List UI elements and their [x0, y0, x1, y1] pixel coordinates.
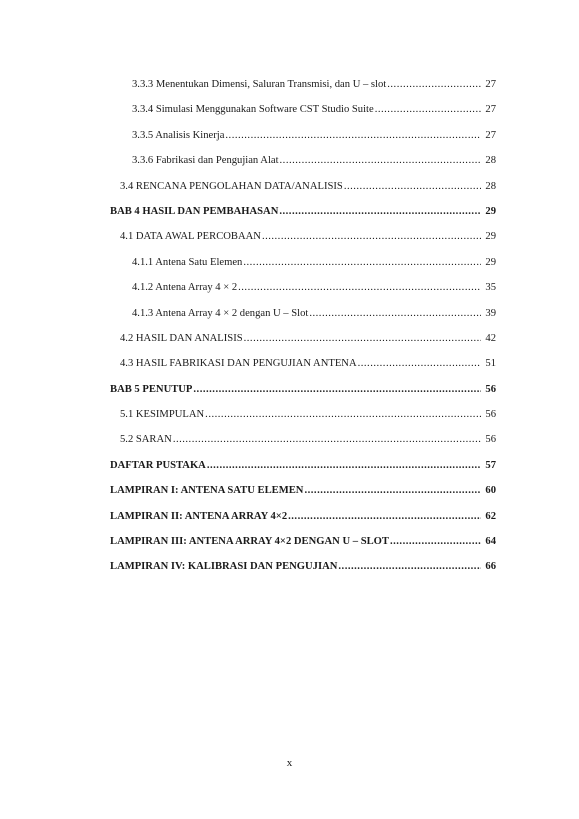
toc-entry-page: 27	[485, 104, 496, 116]
toc-entry-page: 64	[485, 536, 496, 548]
toc-entry	[110, 275, 496, 300]
toc-leader-dots	[205, 402, 481, 427]
toc-entry	[110, 301, 496, 326]
toc-entry	[110, 554, 496, 579]
toc-entry-label: 4.1.1 Antena Satu Elemen	[132, 256, 243, 268]
toc-leader-dots	[193, 377, 481, 402]
toc-entry-page: 29	[485, 231, 496, 243]
toc-entry-label: 3.3.5 Analisis Kinerja	[132, 129, 225, 141]
toc-entry	[110, 97, 496, 122]
toc-entry	[110, 250, 496, 275]
toc-entry-page: 51	[485, 358, 496, 370]
toc-leader-dots	[244, 326, 481, 351]
toc-entry	[110, 453, 496, 478]
toc-leader-dots	[358, 351, 481, 376]
toc-entry	[110, 326, 496, 351]
toc-entry-label: 4.3 HASIL FABRIKASI DAN PENGUJIAN ANTENA	[120, 358, 357, 370]
toc-entry-label: 3.3.3 Menentukan Dimensi, Saluran Transmisi, dan U – slot	[132, 79, 387, 90]
toc-leader-dots	[338, 554, 481, 579]
toc-entry-page: 57	[485, 459, 496, 471]
toc-entry-page: 56	[485, 434, 496, 446]
toc-leader-dots	[225, 123, 481, 148]
toc-entry-label: 5.1 KESIMPULAN	[120, 409, 205, 421]
toc-entry-label: 4.2 HASIL DAN ANALISIS	[120, 332, 243, 344]
toc-entry-page: 56	[485, 409, 496, 421]
toc-entry-page: 66	[485, 561, 496, 573]
toc-entry	[110, 504, 496, 529]
toc-entry-page: 39	[485, 307, 496, 319]
toc-entry-label: LAMPIRAN IV: KALIBRASI DAN PENGUJIAN	[110, 561, 338, 573]
toc-leader-dots	[387, 72, 481, 97]
toc-entry	[110, 402, 496, 427]
toc-entry-page: 62	[485, 510, 496, 522]
toc-entry	[110, 148, 496, 173]
toc-entry-label: 4.1 DATA AWAL PERCOBAAN	[120, 231, 261, 243]
toc-entry	[110, 427, 496, 452]
toc-entry-label: DAFTAR PUSTAKA	[110, 459, 206, 471]
toc-entry-label: LAMPIRAN I: ANTENA SATU ELEMEN	[110, 485, 304, 497]
toc-leader-dots	[288, 504, 481, 529]
toc-leader-dots	[207, 453, 481, 478]
toc-entry-label: 4.1.2 Antena Array 4 × 2	[132, 282, 238, 294]
toc-entry-label: LAMPIRAN III: ANTENA ARRAY 4×2 DENGAN U – SLOT	[110, 536, 389, 548]
toc-entry-page: 27	[485, 79, 496, 90]
toc-entry-page: 28	[485, 155, 496, 167]
toc-entry-label: 5.2 SARAN	[120, 434, 172, 446]
toc-leader-dots	[173, 427, 481, 452]
toc-entry	[110, 529, 496, 554]
toc-entry-label: 3.4 RENCANA PENGOLAHAN DATA/ANALISIS	[120, 180, 343, 192]
toc-leader-dots	[390, 529, 481, 554]
toc-entry-page: 56	[485, 383, 496, 395]
toc-entry-page: 29	[485, 205, 496, 217]
toc-entry	[110, 123, 496, 148]
toc-leader-dots	[262, 224, 481, 249]
toc-leader-dots	[375, 97, 481, 122]
toc-leader-dots	[279, 199, 481, 224]
toc-entry-label: BAB 5 PENUTUP	[110, 383, 193, 395]
toc-entry	[110, 174, 496, 199]
toc-entry-page: 27	[485, 129, 496, 141]
page-number: x	[286, 757, 293, 769]
toc-entry-page: 42	[485, 332, 496, 344]
toc-entry-label: 3.3.4 Simulasi Menggunakan Software CST Studio Suite	[132, 104, 374, 116]
toc-entry-page: 28	[485, 180, 496, 192]
toc-entry	[110, 351, 496, 376]
toc-entry-page: 60	[485, 485, 496, 497]
toc-entry	[110, 224, 496, 249]
toc-leader-dots	[344, 174, 481, 199]
toc-leader-dots	[309, 301, 481, 326]
toc-entry-label: BAB 4 HASIL DAN PEMBAHASAN	[110, 205, 279, 217]
toc-leader-dots	[304, 478, 481, 503]
toc-entry	[110, 478, 496, 503]
toc-leader-dots	[238, 275, 481, 300]
toc-entry-label: LAMPIRAN II: ANTENA ARRAY 4×2	[110, 510, 288, 522]
table-of-contents	[110, 72, 496, 580]
toc-leader-dots	[243, 250, 481, 275]
toc-leader-dots	[280, 148, 481, 173]
toc-entry	[110, 199, 496, 224]
toc-entry-label: 3.3.6 Fabrikasi dan Pengujian Alat	[132, 155, 279, 167]
toc-entry-page: 35	[485, 282, 496, 294]
toc-entry-page: 29	[485, 256, 496, 268]
toc-entry	[110, 72, 496, 97]
toc-entry-label: 4.1.3 Antena Array 4 × 2 dengan U – Slot	[132, 307, 309, 319]
toc-entry	[110, 377, 496, 402]
